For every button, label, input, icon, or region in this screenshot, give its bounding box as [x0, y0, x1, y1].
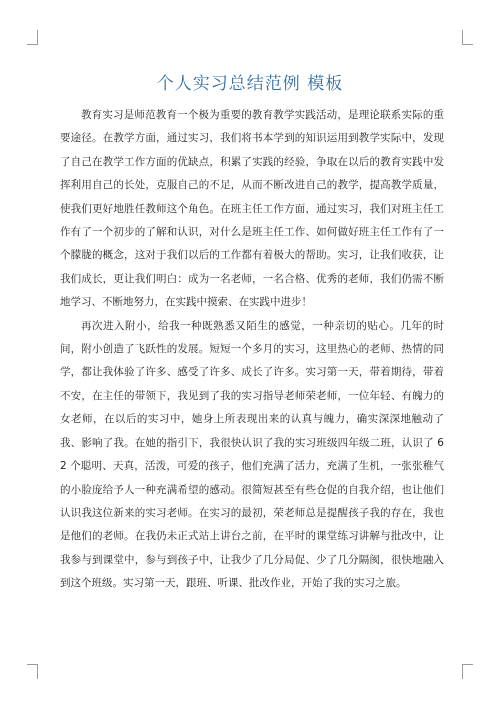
document-body: [60, 104, 444, 596]
crop-mark-top-right: [462, 30, 473, 45]
crop-mark-top-left: [27, 30, 38, 45]
document-title: 个人实习总结范例 模板: [156, 74, 344, 95]
crop-mark-bottom-right: [462, 664, 473, 679]
paragraph-2: 再次进入附小，给我一种既熟悉又陌生的感觉，一种亲切的贴心。几年的时间，附小创造了飞跃性的发展。短短一个多月的实习，这里热心的老师、热情的同学，都让我体验了许多、感受了许多、成长了许多。实习第一天，带着期待，带着不安，在主任的带领下，我见到了我的实习指导老师荣老师，一位年轻、有魄力的女老师，在以后的实习中，她身上所表现出来的认真与魄力，确实深深地触动了我、影响了我。在她的指引下，我很快认识了我的实习班级四年级二班，认识了 62 个聪明、天真，活泼，可爱的孩子，他们充满了活力，充满了生机，一张张稚气的小脸庞给予人一种充满希望的感动。很简短甚至有些仓促的自我介绍，也让他们认识我这位新来的实习老师。在实习的最初，荣老师总是提醒孩子我的存在，我也是他们的老师。在我仍未正式站上讲台之前，在平时的课堂练习讲解与批改中，让我参与到课堂中，参与到孩子中，让我少了几分局促、少了几分隔阂，很快地融入到这个班级。实习第一天，跟班、听课、批改作业，开始了我的实习之旅。: [60, 319, 444, 590]
crop-mark-bottom-left: [27, 664, 38, 679]
paragraph-1: 教育实习是师范教育一个极为重要的教育教学实践活动，是理论联系实际的重要途径。在教学方面，通过实习，我们将书本学到的知识运用到教学实际中，发现了自己在教学工作方面的优缺点，积累了实践的经验，争取在以后的教育实践中发挥利用自己的长处，克服自己的不足，从而不断改进自己的教学，提高教学质量，使我们更好地胜任教师这个角色。在班主任工作方面，通过实习，我们对班主任工作有了一个初步的了解和认识，对什么是班主任工作、如何做好班主任工作有了一个朦胧的概念，这对于我们以后的工作都有着极大的帮助。实习，让我们收获，让我们成长，更让我们明白：成为一名老师，一名合格、优秀的老师，我们仍需不断地学习、不断地努力，在实践中摸索、在实践中进步！: [60, 109, 444, 309]
